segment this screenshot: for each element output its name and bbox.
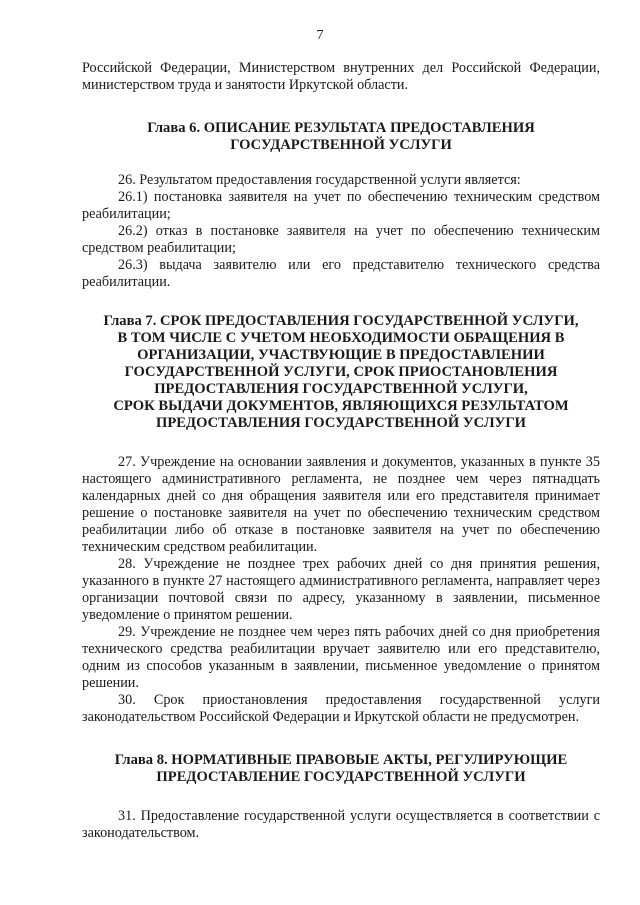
page-content xyxy=(82,60,600,842)
heading-line: ОРГАНИЗАЦИИ, УЧАСТВУЮЩИЕ В ПРЕДОСТАВЛЕНИИ xyxy=(137,347,545,363)
paragraph-26-1: 26.1) постановка заявителя на учет по обеспечению техническим средством реабилитации; xyxy=(82,189,600,222)
heading-line: ГОСУДАРСТВЕННОЙ УСЛУГИ xyxy=(230,137,452,153)
paragraph-26-3: 26.3) выдача заявителю или его представителю технического средства реабилитации. xyxy=(82,257,600,290)
paragraph-26: 26. Результатом предоставления государственной услуги является: xyxy=(118,172,521,188)
chapter-6-heading xyxy=(82,120,600,154)
heading-line: ПРЕДОСТАВЛЕНИЕ ГОСУДАРСТВЕННОЙ УСЛУГИ xyxy=(156,769,526,785)
heading-line: В ТОМ ЧИСЛЕ С УЧЕТОМ НЕОБХОДИМОСТИ ОБРАЩЕНИЯ В xyxy=(117,330,565,346)
chapter-7-heading xyxy=(82,313,600,432)
heading-line: Глава 6. ОПИСАНИЕ РЕЗУЛЬТАТА ПРЕДОСТАВЛЕНИЯ xyxy=(147,120,535,136)
paragraph-28: 28. Учреждение не позднее трех рабочих дней со дня принятия решения, указанного в пункте 27 настоящего административного регламента, направляет через организации почтовой связи по адресу, указанному в заявлении, письменное уведомление о принятом решении. xyxy=(82,556,600,623)
heading-line: ПРЕДОСТАВЛЕНИЯ ГОСУДАРСТВЕННОЙ УСЛУГИ xyxy=(156,415,526,431)
page-number: 7 xyxy=(316,28,324,43)
intro-paragraph: Российской Федерации, Министерством внутренних дел Российской Федерации, министерством труда и занятости Иркутской области. xyxy=(82,60,600,93)
chapter-8-heading xyxy=(82,752,600,786)
heading-line: Глава 7. СРОК ПРЕДОСТАВЛЕНИЯ ГОСУДАРСТВЕННОЙ УСЛУГИ, xyxy=(103,313,579,329)
heading-line: Глава 8. НОРМАТИВНЫЕ ПРАВОВЫЕ АКТЫ, РЕГУЛИРУЮЩИЕ xyxy=(114,752,568,768)
paragraph-30: 30. Срок приостановления предоставления государственной услуги законодательством Российской Федерации и Иркутской области не предусмотрен. xyxy=(82,692,600,725)
heading-line: ПРЕДОСТАВЛЕНИЯ ГОСУДАРСТВЕННОЙ УСЛУГИ, xyxy=(154,381,528,397)
paragraph-31: 31. Предоставление государственной услуги осуществляется в соответствии с законодательством. xyxy=(82,808,600,841)
paragraph-27: 27. Учреждение на основании заявления и документов, указанных в пункте 35 настоящего административного регламента, не позднее чем через пятнадцать календарных дней со дня обращения заявителя или его представителя принимает решение о постановке заявителя на учет по обеспечению техническим средством реабилитации либо об отказе в постановке заявителя на учет по обеспечению техническим средством реабилитации. xyxy=(82,454,600,555)
heading-line: ГОСУДАРСТВЕННОЙ УСЛУГИ, СРОК ПРИОСТАНОВЛЕНИЯ xyxy=(124,364,558,380)
paragraph-29: 29. Учреждение не позднее чем через пять рабочих дней со дня приобретения технического средства реабилитации вручает заявителю или его представителю, одним из способов указанным в заявлении, письменное уведомление о принятом решении. xyxy=(82,624,600,691)
heading-line: СРОК ВЫДАЧИ ДОКУМЕНТОВ, ЯВЛЯЮЩИХСЯ РЕЗУЛЬТАТОМ xyxy=(113,398,569,414)
paragraph-26-2: 26.2) отказ в постановке заявителя на учет по обеспечению техническим средством реабилитации; xyxy=(82,223,600,256)
